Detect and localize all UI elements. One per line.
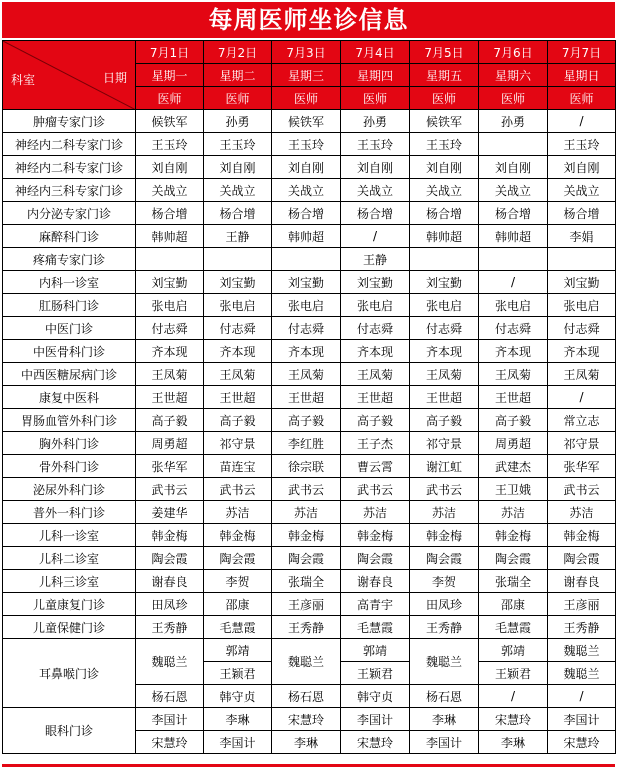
doctor-cell: 毛慧霞 xyxy=(204,616,272,639)
doctor-cell: 关战立 xyxy=(410,179,479,202)
doctor-cell: 王秀静 xyxy=(410,616,479,639)
corner-cell xyxy=(3,41,136,110)
doctor-cell: 王世超 xyxy=(410,386,479,409)
doctor-cell: 关战立 xyxy=(479,179,548,202)
doctor-cell: 高子毅 xyxy=(479,409,548,432)
doctor-cell: 谢春良 xyxy=(341,570,410,593)
weekday-cell: 星期五 xyxy=(410,64,479,87)
doctor-cell: 刘宝勤 xyxy=(136,271,204,294)
doctor-cell: 张电启 xyxy=(272,294,341,317)
table-row xyxy=(3,432,616,455)
doctor-cell: 高子毅 xyxy=(410,409,479,432)
dept-cell: 内分泌专家门诊 xyxy=(3,202,136,225)
table-row xyxy=(3,524,616,547)
doctor-cell: 郭靖 xyxy=(204,639,272,662)
doctor-cell: / xyxy=(548,110,616,133)
dept-cell-eye: 眼科门诊 xyxy=(3,708,136,754)
doctor-cell xyxy=(479,248,548,271)
weekday-cell: 星期三 xyxy=(272,64,341,87)
doctor-cell: 孙勇 xyxy=(341,110,410,133)
doctor-cell: 张华军 xyxy=(548,455,616,478)
doctor-cell: 田凤珍 xyxy=(136,593,204,616)
table-row xyxy=(3,501,616,524)
doctor-cell: 王玉玲 xyxy=(548,133,616,156)
doctor-cell: 祁守景 xyxy=(204,432,272,455)
doctor-cell: 武书云 xyxy=(341,478,410,501)
doctor-cell xyxy=(204,248,272,271)
date-cell: 7月1日 xyxy=(136,41,204,64)
doctor-cell: 李琳 xyxy=(204,708,272,731)
dept-cell: 胸外科门诊 xyxy=(3,432,136,455)
doctor-cell: 王子杰 xyxy=(341,432,410,455)
doctor-cell: 刘自刚 xyxy=(204,156,272,179)
doctor-cell: 候铁军 xyxy=(272,110,341,133)
doctor-cell: 付志舜 xyxy=(272,317,341,340)
table-row xyxy=(3,340,616,363)
dept-cell-ent: 耳鼻喉门诊 xyxy=(3,639,136,708)
dept-cell: 神经内三科专家门诊 xyxy=(3,179,136,202)
weekday-cell: 星期日 xyxy=(548,64,616,87)
doctor-cell: 王世超 xyxy=(479,386,548,409)
doctor-cell: 张电启 xyxy=(548,294,616,317)
doctor-cell: 常立志 xyxy=(548,409,616,432)
table-row xyxy=(3,133,616,156)
role-cell: 医师 xyxy=(548,87,616,110)
doctor-cell: 王静 xyxy=(204,225,272,248)
table-row xyxy=(3,386,616,409)
doctor-cell: 王凤菊 xyxy=(204,363,272,386)
doctor-cell: 王凤菊 xyxy=(479,363,548,386)
doctor-cell: 陶会霞 xyxy=(341,547,410,570)
doctor-cell: 刘宝勤 xyxy=(548,271,616,294)
schedule-table xyxy=(2,40,616,754)
eye-row-1 xyxy=(3,708,616,731)
dept-cell: 神经内二科专家门诊 xyxy=(3,133,136,156)
role-cell: 医师 xyxy=(410,87,479,110)
doctor-cell: 田凤珍 xyxy=(410,593,479,616)
doctor-cell: 刘宝勤 xyxy=(204,271,272,294)
doctor-cell: 韩金梅 xyxy=(479,524,548,547)
dept-cell: 疼痛专家门诊 xyxy=(3,248,136,271)
doctor-cell xyxy=(548,248,616,271)
doctor-cell: 宋慧玲 xyxy=(272,708,341,731)
doctor-cell: 李琳 xyxy=(272,731,341,754)
table-row xyxy=(3,455,616,478)
doctor-cell: 刘自刚 xyxy=(341,156,410,179)
doctor-cell: / xyxy=(548,386,616,409)
doctor-cell: 魏聪兰 xyxy=(272,639,341,685)
doctor-cell: 候铁军 xyxy=(410,110,479,133)
doctor-cell: 陶会霞 xyxy=(204,547,272,570)
doctor-cell: 李贺 xyxy=(204,570,272,593)
table-row xyxy=(3,294,616,317)
doctor-cell: 孙勇 xyxy=(204,110,272,133)
role-cell: 医师 xyxy=(136,87,204,110)
doctor-cell: 高子毅 xyxy=(204,409,272,432)
doctor-cell: 高子毅 xyxy=(136,409,204,432)
doctor-cell: 韩金梅 xyxy=(204,524,272,547)
doctor-cell: 王卫娥 xyxy=(479,478,548,501)
doctor-cell: 韩金梅 xyxy=(341,524,410,547)
doctor-cell: 李琳 xyxy=(410,708,479,731)
doctor-cell: 宋慧玲 xyxy=(136,731,204,754)
doctor-cell xyxy=(272,248,341,271)
ent-row-1 xyxy=(3,639,616,662)
doctor-cell: 王凤菊 xyxy=(341,363,410,386)
role-cell: 医师 xyxy=(341,87,410,110)
doctor-cell: 王秀静 xyxy=(272,616,341,639)
doctor-cell: 苏洁 xyxy=(479,501,548,524)
doctor-cell: 齐本现 xyxy=(410,340,479,363)
corner-dept-label: 科室 xyxy=(11,73,36,87)
dept-cell: 肿瘤专家门诊 xyxy=(3,110,136,133)
doctor-cell: 韩金梅 xyxy=(272,524,341,547)
doctor-cell xyxy=(479,133,548,156)
doctor-cell: 王颖君 xyxy=(204,662,272,685)
doctor-cell: 苏洁 xyxy=(410,501,479,524)
doctor-cell: 武书云 xyxy=(136,478,204,501)
dept-cell: 儿童保健门诊 xyxy=(3,616,136,639)
doctor-cell: 王世超 xyxy=(136,386,204,409)
doctor-cell: / xyxy=(479,685,548,708)
doctor-cell: 曹云霄 xyxy=(341,455,410,478)
doctor-cell: 王世超 xyxy=(272,386,341,409)
doctor-cell: 李红胜 xyxy=(272,432,341,455)
doctor-cell: 魏聪兰 xyxy=(136,639,204,685)
table-row xyxy=(3,409,616,432)
table-row xyxy=(3,179,616,202)
dept-cell: 中医门诊 xyxy=(3,317,136,340)
doctor-cell xyxy=(136,248,204,271)
doctor-cell: 高子毅 xyxy=(272,409,341,432)
doctor-cell: 刘自刚 xyxy=(410,156,479,179)
dept-cell: 普外一科门诊 xyxy=(3,501,136,524)
doctor-cell: 李琳 xyxy=(479,731,548,754)
table-row xyxy=(3,225,616,248)
table-row xyxy=(3,317,616,340)
doctor-cell: 李贺 xyxy=(410,570,479,593)
date-cell: 7月7日 xyxy=(548,41,616,64)
doctor-cell: 杨合增 xyxy=(410,202,479,225)
doctor-cell: 齐本现 xyxy=(136,340,204,363)
doctor-cell: 韩金梅 xyxy=(548,524,616,547)
role-cell: 医师 xyxy=(272,87,341,110)
table-row xyxy=(3,156,616,179)
doctor-cell: 付志舜 xyxy=(204,317,272,340)
doctor-cell: 王彦丽 xyxy=(548,593,616,616)
doctor-cell: 孙勇 xyxy=(479,110,548,133)
doctor-cell: 刘自刚 xyxy=(548,156,616,179)
doctor-cell: 杨合增 xyxy=(341,202,410,225)
corner-date-label: 日期 xyxy=(102,71,127,85)
doctor-cell: 王凤菊 xyxy=(272,363,341,386)
doctor-cell: 韩帅超 xyxy=(136,225,204,248)
doctor-cell: 王玉玲 xyxy=(410,133,479,156)
doctor-cell: 宋慧玲 xyxy=(479,708,548,731)
dept-cell: 内科一诊室 xyxy=(3,271,136,294)
doctor-cell: 韩金梅 xyxy=(136,524,204,547)
doctor-cell: 李国计 xyxy=(136,708,204,731)
doctor-cell: 武书云 xyxy=(204,478,272,501)
table-row xyxy=(3,616,616,639)
doctor-cell: 邵康 xyxy=(204,593,272,616)
doctor-cell: 李国计 xyxy=(204,731,272,754)
doctor-cell: 徐宗联 xyxy=(272,455,341,478)
doctor-cell: 武书云 xyxy=(548,478,616,501)
doctor-cell: 祁守景 xyxy=(410,432,479,455)
doctor-cell: 苏洁 xyxy=(272,501,341,524)
doctor-cell: 付志舜 xyxy=(548,317,616,340)
doctor-cell: 张电启 xyxy=(410,294,479,317)
doctor-cell: 谢春良 xyxy=(548,570,616,593)
doctor-cell: / xyxy=(341,225,410,248)
doctor-cell: 杨石恩 xyxy=(272,685,341,708)
weekday-cell: 星期六 xyxy=(479,64,548,87)
doctor-cell: 王玉玲 xyxy=(204,133,272,156)
doctor-cell: 韩金梅 xyxy=(410,524,479,547)
doctor-cell: 魏聪兰 xyxy=(548,662,616,685)
doctor-cell: 关战立 xyxy=(204,179,272,202)
doctor-cell: 齐本现 xyxy=(272,340,341,363)
table-row xyxy=(3,248,616,271)
doctor-cell: 杨石恩 xyxy=(410,685,479,708)
doctor-cell: 李国计 xyxy=(548,708,616,731)
doctor-cell: 陶会霞 xyxy=(272,547,341,570)
doctor-cell: 周勇超 xyxy=(479,432,548,455)
doctor-cell: 关战立 xyxy=(548,179,616,202)
dept-cell: 儿童康复门诊 xyxy=(3,593,136,616)
table-row xyxy=(3,110,616,133)
doctor-cell: 韩守贞 xyxy=(204,685,272,708)
doctor-cell: 齐本现 xyxy=(204,340,272,363)
doctor-cell: 王凤菊 xyxy=(548,363,616,386)
doctor-cell: 关战立 xyxy=(272,179,341,202)
doctor-cell: 王秀静 xyxy=(136,616,204,639)
doctor-cell: 祁守景 xyxy=(548,432,616,455)
weekday-cell: 星期四 xyxy=(341,64,410,87)
dept-cell: 麻醉科门诊 xyxy=(3,225,136,248)
dept-cell: 肛肠科门诊 xyxy=(3,294,136,317)
dept-cell: 中西医糖尿病门诊 xyxy=(3,363,136,386)
table-row xyxy=(3,547,616,570)
dept-cell: 胃肠血管外科门诊 xyxy=(3,409,136,432)
doctor-cell: 付志舜 xyxy=(136,317,204,340)
weekday-cell: 星期二 xyxy=(204,64,272,87)
doctor-cell: 张瑞全 xyxy=(479,570,548,593)
dept-cell: 泌尿外科门诊 xyxy=(3,478,136,501)
doctor-cell: 陶会霞 xyxy=(548,547,616,570)
dept-cell: 神经内二科专家门诊 xyxy=(3,156,136,179)
doctor-cell: 李国计 xyxy=(341,708,410,731)
doctor-cell: 王凤菊 xyxy=(410,363,479,386)
date-cell: 7月6日 xyxy=(479,41,548,64)
table-row xyxy=(3,570,616,593)
doctor-cell: 魏聪兰 xyxy=(410,639,479,685)
doctor-cell: 杨合增 xyxy=(204,202,272,225)
doctor-cell: 周勇超 xyxy=(136,432,204,455)
doctor-cell: 魏聪兰 xyxy=(548,639,616,662)
doctor-cell: 张电启 xyxy=(479,294,548,317)
doctor-cell: 谢春良 xyxy=(136,570,204,593)
doctor-cell: 陶会霞 xyxy=(410,547,479,570)
doctor-cell: 王颖君 xyxy=(479,662,548,685)
doctor-cell: 苗连宝 xyxy=(204,455,272,478)
doctor-cell: 杨合增 xyxy=(479,202,548,225)
doctor-cell: 陶会霞 xyxy=(136,547,204,570)
doctor-cell: 刘宝勤 xyxy=(410,271,479,294)
table-row xyxy=(3,271,616,294)
doctor-cell: 陶会霞 xyxy=(479,547,548,570)
doctor-cell: 付志舜 xyxy=(410,317,479,340)
role-cell: 医师 xyxy=(204,87,272,110)
page-title: 每周医师坐诊信息 xyxy=(2,2,615,38)
doctor-cell: 王世超 xyxy=(341,386,410,409)
dept-cell: 骨外科门诊 xyxy=(3,455,136,478)
doctor-cell: 武书云 xyxy=(272,478,341,501)
doctor-cell: 姜建华 xyxy=(136,501,204,524)
table-row xyxy=(3,363,616,386)
doctor-cell: / xyxy=(548,685,616,708)
doctor-cell: 高青宇 xyxy=(341,593,410,616)
doctor-cell: 武书云 xyxy=(410,478,479,501)
doctor-cell: 杨合增 xyxy=(272,202,341,225)
doctor-cell: 毛慧霞 xyxy=(479,616,548,639)
doctor-cell: 刘自刚 xyxy=(272,156,341,179)
doctor-cell: 齐本现 xyxy=(341,340,410,363)
dept-cell: 儿科二诊室 xyxy=(3,547,136,570)
date-cell: 7月5日 xyxy=(410,41,479,64)
date-cell: 7月4日 xyxy=(341,41,410,64)
doctor-cell: 张电启 xyxy=(136,294,204,317)
table-row xyxy=(3,202,616,225)
doctor-cell: 王颖君 xyxy=(341,662,410,685)
doctor-cell: 张电启 xyxy=(341,294,410,317)
doctor-cell: 王秀静 xyxy=(548,616,616,639)
doctor-cell: 齐本现 xyxy=(479,340,548,363)
doctor-cell: 毛慧霞 xyxy=(341,616,410,639)
date-cell: 7月3日 xyxy=(272,41,341,64)
doctor-cell: 王凤菊 xyxy=(136,363,204,386)
doctor-cell: 李国计 xyxy=(410,731,479,754)
doctor-cell: 付志舜 xyxy=(341,317,410,340)
doctor-cell xyxy=(410,248,479,271)
doctor-cell: 齐本现 xyxy=(548,340,616,363)
doctor-cell: 刘自刚 xyxy=(479,156,548,179)
dept-cell: 中医骨科门诊 xyxy=(3,340,136,363)
doctor-cell: 郭靖 xyxy=(479,639,548,662)
doctor-cell: 王世超 xyxy=(204,386,272,409)
doctor-cell: 李娟 xyxy=(548,225,616,248)
doctor-cell: 韩帅超 xyxy=(479,225,548,248)
doctor-cell: 候铁军 xyxy=(136,110,204,133)
doctor-cell: 韩帅超 xyxy=(410,225,479,248)
doctor-cell: 王玉玲 xyxy=(272,133,341,156)
doctor-cell: 王静 xyxy=(341,248,410,271)
doctor-cell: 刘自刚 xyxy=(136,156,204,179)
role-cell: 医师 xyxy=(479,87,548,110)
doctor-cell: 武建杰 xyxy=(479,455,548,478)
doctor-cell: 张华军 xyxy=(136,455,204,478)
weekday-cell: 星期一 xyxy=(136,64,204,87)
doctor-cell: 韩守贞 xyxy=(341,685,410,708)
table-row xyxy=(3,593,616,616)
doctor-cell: 谢江虹 xyxy=(410,455,479,478)
doctor-cell: 关战立 xyxy=(136,179,204,202)
doctor-cell: 邵康 xyxy=(479,593,548,616)
doctor-cell: 苏洁 xyxy=(204,501,272,524)
doctor-cell: 杨合增 xyxy=(548,202,616,225)
doctor-cell: 宋慧玲 xyxy=(548,731,616,754)
doctor-cell: / xyxy=(479,271,548,294)
doctor-cell: 杨合增 xyxy=(136,202,204,225)
doctor-cell: 郭靖 xyxy=(341,639,410,662)
doctor-cell: 韩帅超 xyxy=(272,225,341,248)
doctor-cell: 付志舜 xyxy=(479,317,548,340)
doctor-cell: 杨石恩 xyxy=(136,685,204,708)
table-row xyxy=(3,478,616,501)
doctor-cell: 张瑞全 xyxy=(272,570,341,593)
doctor-cell: 张电启 xyxy=(204,294,272,317)
dept-cell: 儿科一诊室 xyxy=(3,524,136,547)
dept-cell: 儿科三诊室 xyxy=(3,570,136,593)
doctor-cell: 王玉玲 xyxy=(341,133,410,156)
date-cell: 7月2日 xyxy=(204,41,272,64)
doctor-cell: 宋慧玲 xyxy=(341,731,410,754)
doctor-cell: 苏洁 xyxy=(548,501,616,524)
doctor-cell: 王玉玲 xyxy=(136,133,204,156)
doctor-cell: 高子毅 xyxy=(341,409,410,432)
doctor-cell: 苏洁 xyxy=(341,501,410,524)
doctor-cell: 刘宝勤 xyxy=(272,271,341,294)
doctor-cell: 刘宝勤 xyxy=(341,271,410,294)
doctor-cell: 关战立 xyxy=(341,179,410,202)
dept-cell: 康复中医科 xyxy=(3,386,136,409)
doctor-cell: 王彦丽 xyxy=(272,593,341,616)
header-row-dates xyxy=(3,41,616,64)
